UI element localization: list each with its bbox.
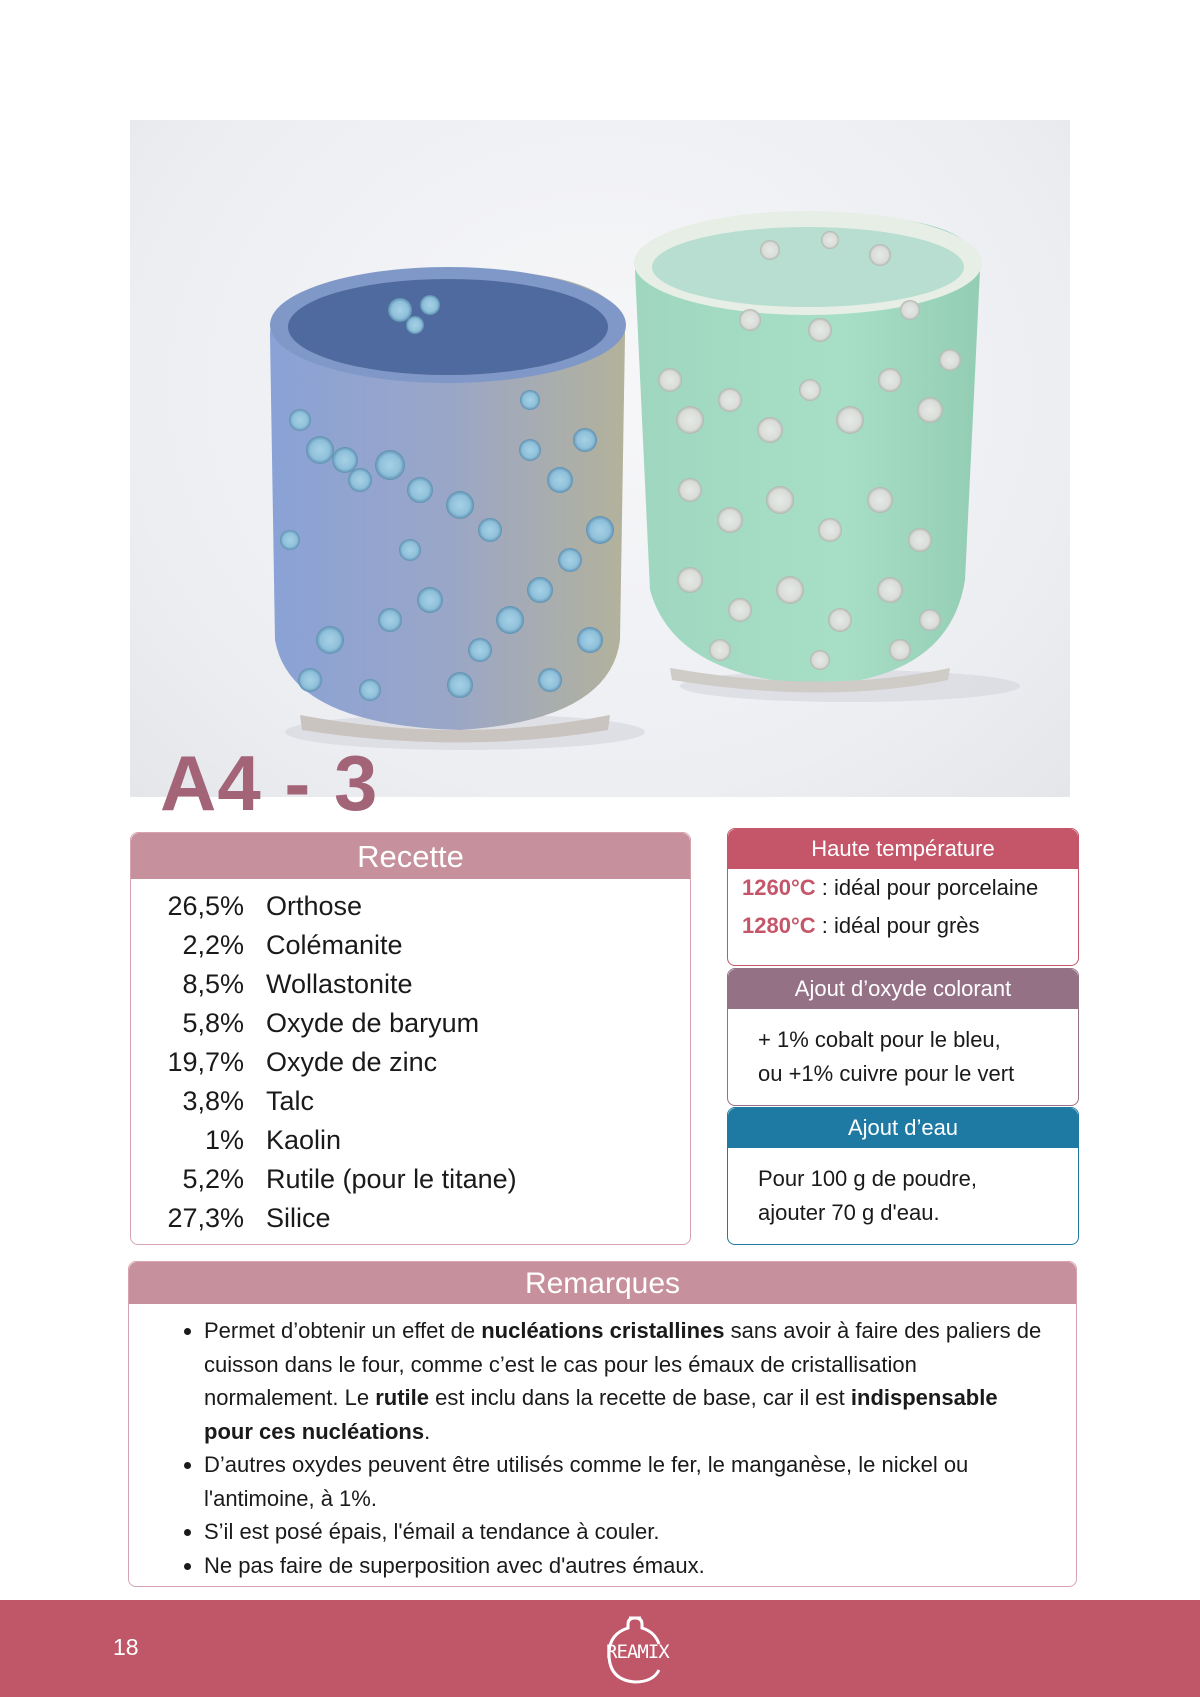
water-body [728,1148,1078,1230]
recipe-pct: 5,2% [182,1164,244,1194]
glaze-code: A4 - 3 [160,739,379,827]
remark-emphasis: nucléations cristallines [481,1318,725,1343]
recipe-pct: 2,2% [182,930,244,960]
recipe-ingredient: Kaolin [266,1125,342,1155]
recipe-pct: 5,8% [182,1008,244,1038]
remark-text: Permet d’obtenir un effet de [204,1318,482,1343]
product-photo [130,120,1070,797]
recipe-pct: 26,5% [167,891,244,921]
recipe-row [131,1082,690,1121]
remark-emphasis: indispensable pour ces nucléations [204,1385,998,1444]
recipe-row [131,887,690,926]
temperature-text: : idéal pour porcelaine [815,875,1039,900]
recipe-pct: 19,7% [167,1047,244,1077]
recipe-ingredient: Rutile (pour le titane) [266,1164,517,1194]
recipe-row [131,1004,690,1043]
recipe-row [131,926,690,965]
remarks-list [129,1314,1076,1582]
water-line: Pour 100 g de poudre, [758,1166,977,1191]
high-temperature-panel [727,828,1079,966]
remark-text: . [424,1418,431,1444]
recipe-ingredient: Wollastonite [266,969,413,999]
colorant-oxide-panel [727,968,1079,1106]
recipe-row [131,1160,690,1199]
colorant-oxide-line: + 1% cobalt pour le bleu, [758,1027,1001,1052]
recipe-ingredient: Oxyde de zinc [266,1047,438,1077]
recipe-list [131,879,690,1238]
page-number: 18 [113,1634,139,1660]
water-title: Ajout d’eau [728,1108,1078,1148]
recipe-title: Recette [131,833,690,879]
temperature-line [728,907,1078,945]
recipe-row [131,965,690,1004]
temperature-value: 1280°C [742,913,816,938]
recipe-ingredient: Silice [266,1203,331,1233]
recipe-ingredient: Oxyde de baryum [266,1008,480,1038]
recipe-pct: 27,3% [167,1203,244,1233]
recipe-row [131,1199,690,1238]
temperature-value: 1260°C [742,875,816,900]
remark-item [204,1314,1046,1448]
remarks-title: Remarques [129,1262,1076,1304]
remarks-panel [128,1261,1077,1587]
remark-text: sans avoir à faire des paliers de cuisson dans le four, comme c’est le cas pour les émaux de cristallisation normalement. Le [204,1318,1042,1410]
recipe-ingredient: Orthose [266,891,363,921]
remark-emphasis: rutile [375,1385,429,1410]
temperature-line [728,869,1078,907]
colorant-oxide-line: ou +1% cuivre pour le vert [758,1061,1015,1086]
recipe-pct: 1% [204,1125,244,1155]
remark-item: • S’il est posé épais, l'émail a tendance à couler. [204,1515,1046,1549]
recipe-ingredient: Talc [266,1086,315,1116]
recipe-row [131,1121,690,1160]
water-line: ajouter 70 g d'eau. [758,1200,940,1225]
recipe-ingredient: Colémanite [266,930,403,960]
recipe-pct: 8,5% [182,969,244,999]
remark-text: est inclu dans la recette de base, car il est [429,1385,851,1410]
logo-wordmark: REAMIX [606,1641,669,1663]
recipe-pct: 3,8% [182,1086,244,1116]
high-temperature-title: Haute température [728,829,1078,869]
recipe-panel [130,832,691,1245]
colorant-oxide-title: Ajout d’oxyde colorant [728,969,1078,1009]
colorant-oxide-body [728,1009,1078,1091]
remark-item: • Ne pas faire de superposition avec d'autres émaux. [204,1549,1046,1583]
water-panel [727,1107,1079,1245]
recipe-row [131,1043,690,1082]
remark-item: • D’autres oxydes peuvent être utilisés comme le fer, le manganèse, le nickel ou l'antimoine, à 1%. [204,1448,1046,1515]
temperature-text: : idéal pour grès [815,913,980,938]
